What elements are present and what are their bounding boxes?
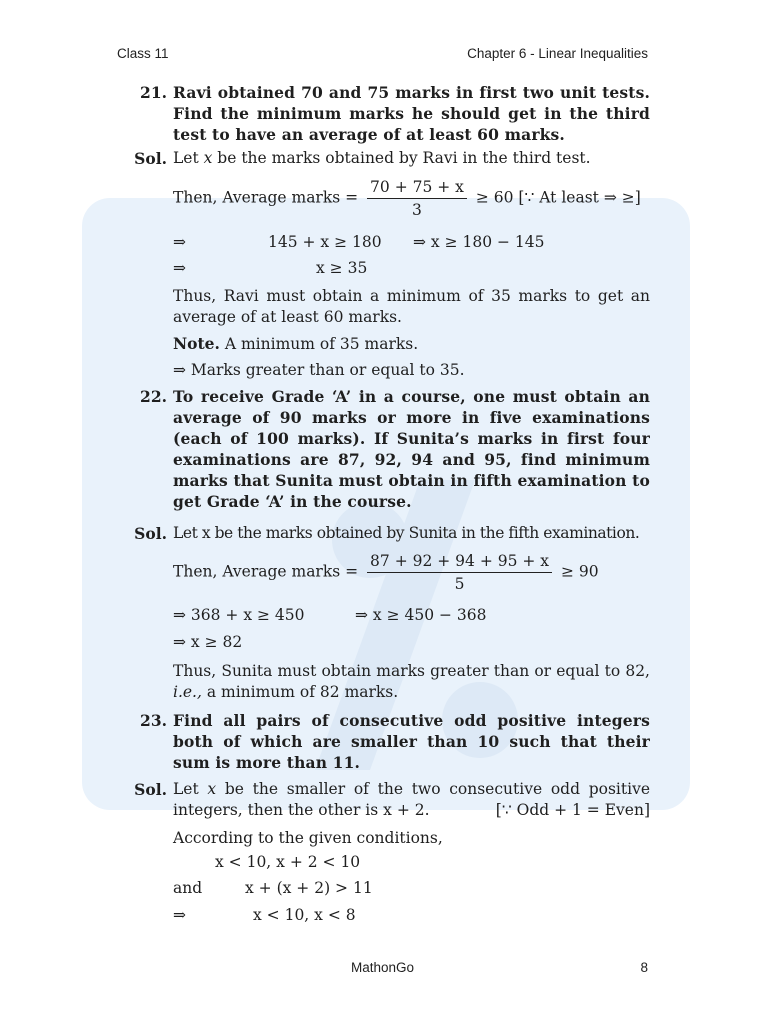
conclusion-21: Thus, Ravi must obtain a minimum of 35 marks to get an average of at least 60 marks. bbox=[173, 287, 650, 326]
step-21-2: ⇒ x ≥ 35 bbox=[173, 259, 368, 277]
question-22 bbox=[117, 386, 650, 516]
page-footer bbox=[117, 960, 648, 975]
question-23 bbox=[117, 710, 650, 776]
question-text: To receive Grade ‘A’ in a course, one must obtain an average of 90 marks or more in five examinations (each of 100 marks). If Sunita’s marks in first four examinations are 87, 92, 94 and 95, find minimum marks that Sunita must obtain in fifth examination to get Grade ‘A’ in the course. bbox=[173, 387, 650, 511]
question-text: Ravi obtained 70 and 75 marks in first two unit tests. Find the minimum marks he should get in the third test to have an average of at least 60 marks. bbox=[173, 83, 650, 144]
question-text: Find all pairs of consecutive odd positive integers both of which are smaller than 10 such that their sum is more than 11. bbox=[173, 711, 650, 772]
class-label: Class 11 bbox=[117, 46, 169, 61]
question-number: 23. bbox=[140, 711, 167, 730]
condition-2: and x + (x + 2) > 11 bbox=[173, 879, 373, 897]
conclusion-22: Thus, Sunita must obtain marks greater than or equal to 82, i.e., a minimum of 82 marks. bbox=[173, 662, 650, 701]
solution-label: Sol. bbox=[134, 780, 167, 799]
average-equation-22: Then, Average marks = $\frac{87 + 92 + 94 + 95 + x}{5}$ ≥ 90 bbox=[173, 552, 599, 593]
brand-name: MathonGo bbox=[350, 960, 415, 975]
solution-label: Sol. bbox=[134, 149, 167, 168]
step-22-2: ⇒ x ≥ 82 bbox=[173, 633, 243, 651]
solution-21-intro: Sol. Let x be the marks obtained by Ravi in the third test. bbox=[117, 148, 650, 170]
solution-22-intro: Sol. Let x be the marks obtained by Sunita in the fifth examination. bbox=[117, 523, 650, 545]
fraction: $\frac{70 + 75 + x}{3}$ bbox=[367, 178, 467, 219]
question-number: 21. bbox=[140, 83, 167, 102]
step-22-1: ⇒ 368 + x ≥ 450 ⇒ x ≥ 450 − 368 bbox=[173, 606, 487, 624]
question-21 bbox=[117, 82, 650, 148]
solution-label: Sol. bbox=[134, 524, 167, 543]
fraction: $\frac{87 + 92 + 94 + 95 + x}{5}$ bbox=[367, 552, 552, 593]
average-equation-21: Then, Average marks = $\frac{70 + 75 + x}{3}$ ≥ 60 [∵ At least ⇒ ≥] bbox=[173, 178, 641, 219]
page-header bbox=[117, 46, 648, 61]
note-21-detail: ⇒ Marks greater than or equal to 35. bbox=[173, 361, 465, 379]
note-21: Note. A minimum of 35 marks. bbox=[173, 334, 419, 353]
page-number: 8 bbox=[640, 960, 648, 975]
step-21-1: ⇒ 145 + x ≥ 180 ⇒ x ≥ 180 − 145 bbox=[173, 233, 545, 251]
condition-3: ⇒ x < 10, x < 8 bbox=[173, 906, 356, 924]
condition-1: x < 10, x + 2 < 10 bbox=[215, 853, 361, 871]
conditions-label: According to the given conditions, bbox=[173, 829, 443, 847]
solution-23-intro: Sol. Let x be the smaller of the two consecutive odd positive integers, then the other is x + 2. [∵ Odd + 1 = Even] bbox=[117, 779, 650, 823]
question-number: 22. bbox=[140, 387, 167, 406]
chapter-title: Chapter 6 - Linear Inequalities bbox=[467, 46, 648, 61]
